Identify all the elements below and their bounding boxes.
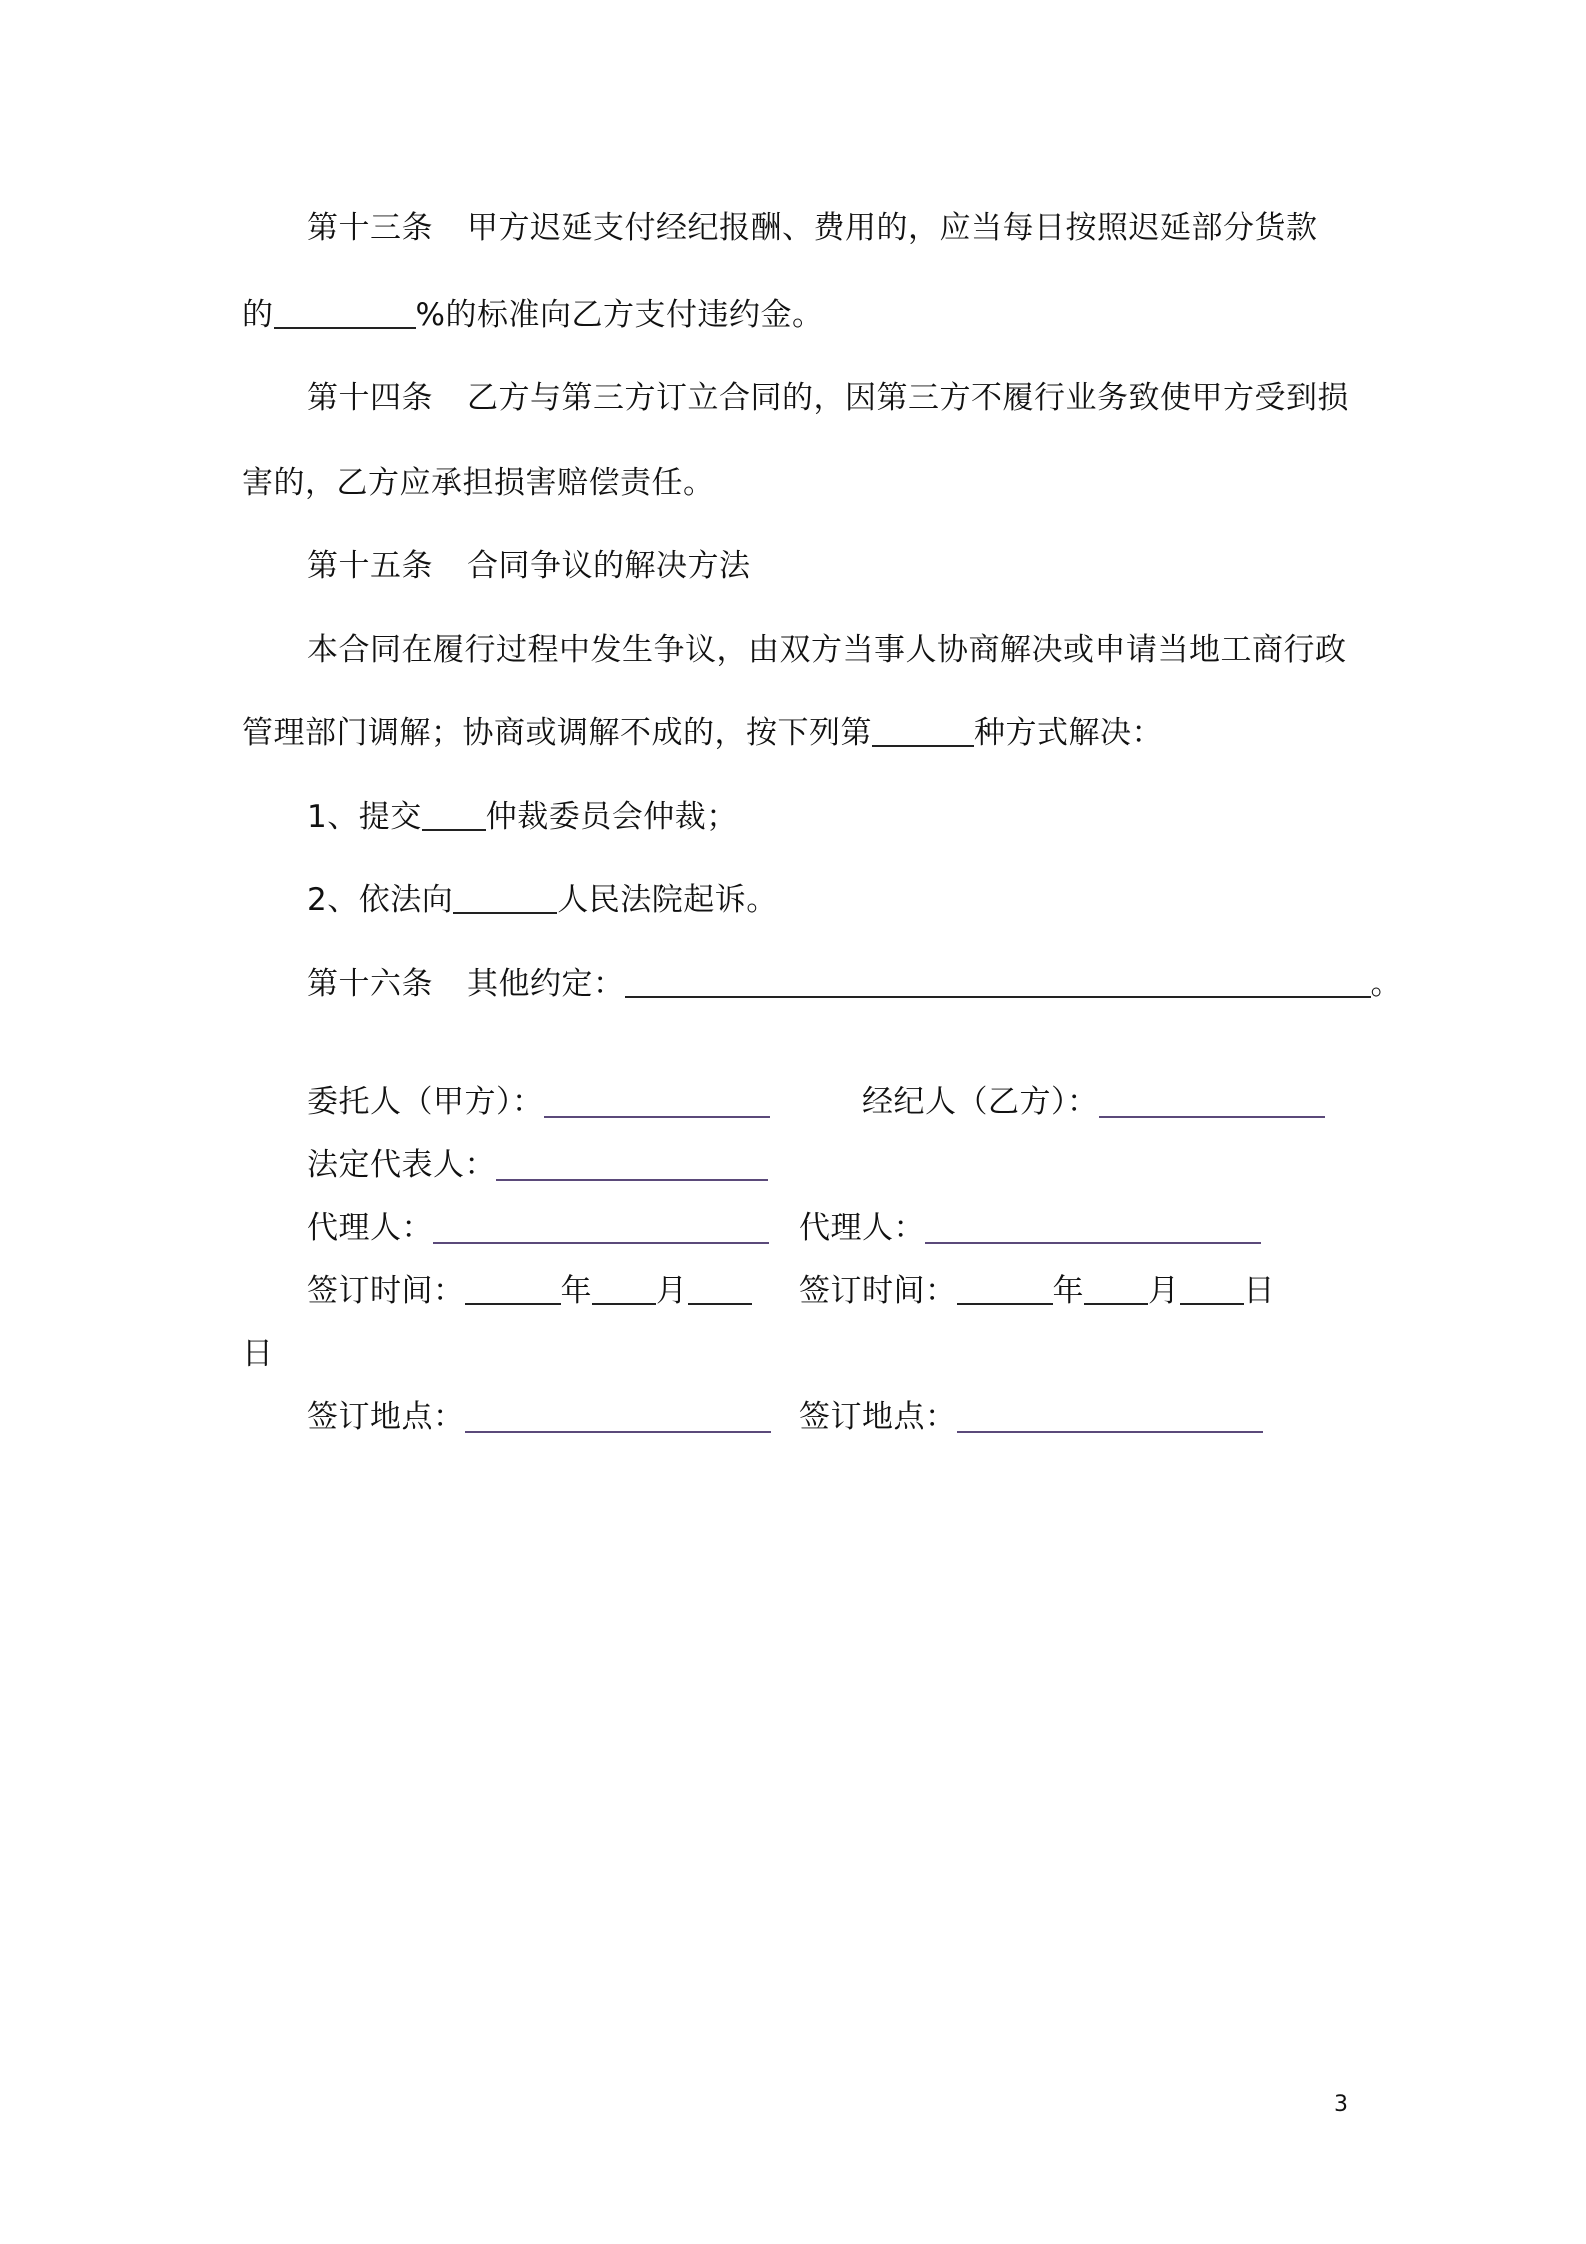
percentage-blank[interactable] (274, 297, 416, 329)
date-right-day: 日 (1243, 1273, 1275, 1309)
article-15-option-1 (307, 797, 738, 837)
article-15-label: 第十五条 (307, 548, 433, 584)
signature-row-place-left (307, 1397, 771, 1437)
article-14-text-1: 乙方与第三方订立合同的，因第三方不履行业务致使甲方受到损 (467, 380, 1349, 416)
place-right-field[interactable] (957, 1401, 1263, 1433)
signature-row-agent-left (307, 1208, 769, 1248)
date-right-month-blank[interactable] (1084, 1273, 1148, 1305)
signature-row-broker (862, 1082, 1325, 1122)
option-1-text-b: 仲裁委员会仲裁； (485, 799, 738, 835)
date-left-month: 月 (656, 1273, 688, 1309)
broker-signature-field[interactable] (1099, 1086, 1325, 1118)
agent-left-label: 代理人： (307, 1210, 433, 1246)
date-right-day-blank[interactable] (1180, 1273, 1244, 1305)
article-15-line-1 (307, 630, 1347, 670)
article-13-text-1: 甲方迟延支付经纪报酬、费用的，应当每日按照迟延部分货款 (467, 210, 1318, 246)
article-13-text-2b: %的标准向乙方支付违约金。 (415, 297, 824, 333)
date-right-label: 签订时间： (799, 1273, 957, 1309)
article-14-line-1 (307, 378, 1349, 418)
legal-rep-label: 法定代表人： (307, 1147, 496, 1183)
article-15-heading (307, 546, 751, 586)
article-15-title: 合同争议的解决方法 (467, 548, 751, 584)
article-15-option-2 (307, 880, 778, 920)
date-left-day-blank[interactable] (688, 1273, 752, 1305)
agent-right-field[interactable] (925, 1212, 1261, 1244)
signature-row-agent-right (799, 1208, 1261, 1248)
date-left-month-blank[interactable] (592, 1273, 656, 1305)
article-16-end: 。 (1370, 966, 1402, 1002)
option-2-text-a: 2、依法向 (307, 882, 454, 918)
agent-right-label: 代理人： (799, 1210, 925, 1246)
article-15-text-2a: 管理部门调解；协商或调解不成的，按下列第 (242, 715, 872, 751)
article-14-label: 第十四条 (307, 380, 433, 416)
date-right-year-blank[interactable] (957, 1273, 1053, 1305)
date-left-year-blank[interactable] (465, 1273, 561, 1305)
article-15-line-2 (242, 713, 1163, 753)
place-left-label: 签订地点： (307, 1399, 465, 1435)
date-left-year: 年 (560, 1273, 592, 1309)
option-2-text-b: 人民法院起诉。 (557, 882, 778, 918)
article-16-text: 其他约定： (467, 966, 625, 1002)
page-number: 3 (1334, 2092, 1348, 2117)
article-13-label: 第十三条 (307, 210, 433, 246)
signature-row-date-left-day (242, 1334, 274, 1374)
article-13-line-2 (242, 295, 823, 335)
article-14-line-2 (242, 463, 715, 503)
article-13-line-1 (307, 208, 1318, 248)
article-13-text-2a: 的 (242, 297, 274, 333)
date-right-month: 月 (1148, 1273, 1180, 1309)
article-15-text-1: 本合同在履行过程中发生争议，由双方当事人协商解决或申请当地工商行政 (307, 632, 1347, 668)
signature-row-date-right (799, 1271, 1275, 1311)
agent-left-field[interactable] (433, 1212, 769, 1244)
client-label: 委托人（甲方）： (307, 1084, 544, 1120)
other-agreement-blank[interactable] (625, 966, 1371, 998)
client-signature-field[interactable] (544, 1086, 770, 1118)
method-number-blank[interactable] (872, 715, 974, 747)
date-left-label: 签订时间： (307, 1273, 465, 1309)
place-right-label: 签订地点： (799, 1399, 957, 1435)
article-14-text-2: 害的，乙方应承担损害赔偿责任。 (242, 465, 715, 501)
signature-row-parties (307, 1082, 770, 1122)
arbitration-committee-blank[interactable] (422, 799, 486, 831)
date-right-year: 年 (1052, 1273, 1084, 1309)
broker-label: 经纪人（乙方）： (862, 1084, 1099, 1120)
date-left-day: 日 (242, 1336, 274, 1372)
article-15-text-2b: 种方式解决： (974, 715, 1163, 751)
signature-row-date-left (307, 1271, 752, 1311)
option-1-text-a: 1、提交 (307, 799, 422, 835)
legal-rep-field[interactable] (496, 1149, 768, 1181)
signature-row-legal-rep (307, 1145, 768, 1185)
article-16-label: 第十六条 (307, 966, 433, 1002)
place-left-field[interactable] (465, 1401, 771, 1433)
article-16-line (307, 964, 1402, 1004)
court-blank[interactable] (453, 882, 557, 914)
signature-row-place-right (799, 1397, 1263, 1437)
